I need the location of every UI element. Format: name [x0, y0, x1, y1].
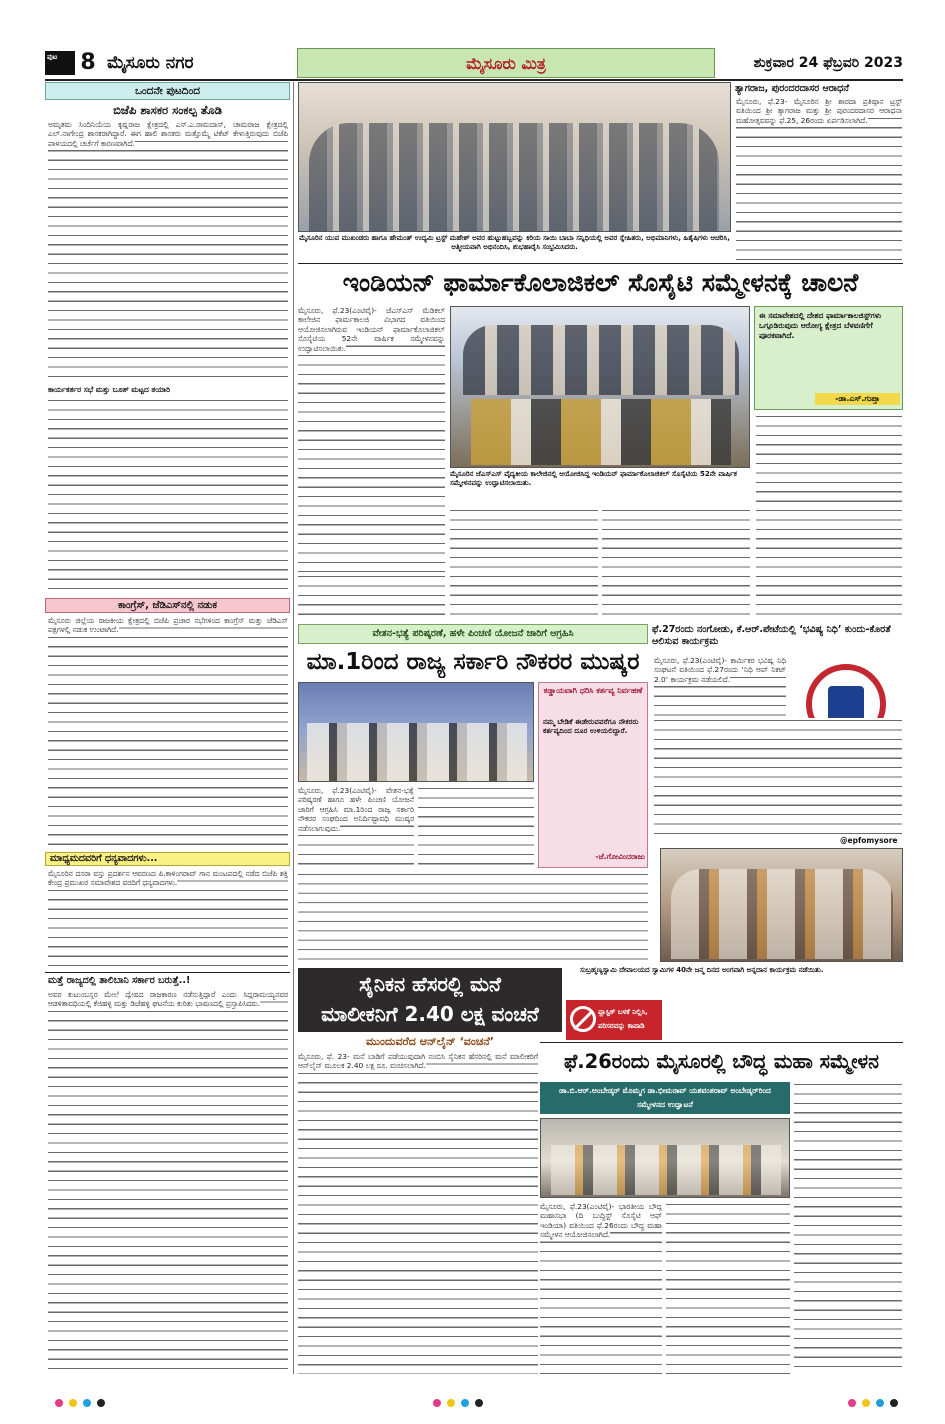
strike-press-photo [298, 682, 534, 782]
strike-box-author: -ಜೆ.ಗೋವಿಂದರಾಜು [595, 852, 645, 861]
pharma-photo-caption: ಮೈಸೂರಿನ ಜೆಎಸ್‌ಎಸ್ ವೈದ್ಯಕೀಯ ಕಾಲೇಜಿನಲ್ಲಿ ಆಯೋಜಿಸಿದ್ದ ಇಂಡಿಯನ್ ಫಾರ್ಮಾಕೊಲಾಜಿಕಲ್ ಸೊಸೈಟಿಯ 52ನೇ ವಾರ್ಷಿಕ ಸಮ್ಮೇಳನವನ್ನು ಉದ್ಘಾಟಿಸಲಾಯಿತು. [450, 470, 737, 487]
registration-marks-left [52, 1392, 172, 1402]
taliban-body: ಅವರ ಕುಟುಂಬಸ್ಥರ ಮೇಲೆ ದ್ವೇಷದ ರಾಜಕಾರಣ ನಡೆಸುತ್ತಿದ್ದಾರೆ ಎಂದು ಸಿದ್ದರಾಮಯ್ಯನವರ ಆಡಳಿತಾವಧಿಯಲ್ಲಿ ಕೆಜಿಹಳ್ಳಿ ಮತ್ತು ಡಿಜೆಹಳ್ಳಿ ಘಟನೆಯ ಕುರಿತು ಭಾಷಣದಲ್ಲಿ ಪ್ರಸ್ತಾಪಿಸಿದರು. [48, 990, 288, 1372]
strike-body-3 [298, 872, 648, 964]
pharma-body-5 [756, 414, 902, 618]
page-label-box: ಪುಟ [45, 51, 75, 75]
pharma-body-4 [298, 574, 445, 618]
bjp-subhead: ಕಾರ್ಯಕರ್ತರ ಸಭೆ ಮತ್ತು ಬೂತ್ ಮಟ್ಟದ ತಯಾರಿ [48, 385, 171, 394]
media-body: ಮೈಸೂರಿನ ದಸರಾ ವಸ್ತು ಪ್ರದರ್ಶನ ಆವರಣದ ಪಿ.ಕಾಳಿಂಗರಾವ್ ಗಾನ ಮಂಟಪದಲ್ಲಿ ನಡೆದ ಬಿಜೆಪಿ ಶಕ್ತಿ ಕೇಂದ್ರ ಪ್ರಮುಖರ ಸಮಾವೇಶದ ವರದಿಗೆ ಧನ್ಯವಾದಗಳು. [48, 869, 288, 969]
media-header: ಮಾಧ್ಯಮದವರಿಗೆ ಧನ್ಯವಾದಗಳು... [45, 852, 290, 866]
congress-header: ಕಾಂಗ್ರೆಸ್, ಜೆಡಿಎಸ್‌ನಲ್ಲಿ ನಡುಕ [45, 598, 290, 613]
plastic-awareness-box: ಪ್ಲಾಸ್ಟಿಕ್ ಬಳಕೆ ನಿಲ್ಲಿಸಿ, ಪರಿಸರವನ್ನು ಕಾಪಾಡಿ [566, 1000, 662, 1040]
masthead [45, 48, 903, 78]
temple-photo-caption: ಸುಬ್ರಹ್ಮಣ್ಯಸ್ವಾಮಿ ದೇವಾಲಯದ ಸ್ವಾಮಿಗಳ 40ನೇ ಜನ್ಮ ದಿನದ ಅಂಗವಾಗಿ ಅನ್ನದಾನ ಕಾರ್ಯಕ್ರಮ ನಡೆಯಿತು. [580, 966, 824, 974]
birthday-photo-caption: ಮೈಸೂರಿನ ಯುವ ಮುಖಂಡರು ಹಾಗೂ ಹೇಮಂತ್ ಉದ್ಯಮಿ ಟ್ರಸ್ಟ್ ಮಹೇಶ್ ಅವರ ಹುಟ್ಟುಹಬ್ಬವನ್ನು ಕಿರಿಯ ಸಾಯಿ ಬಾಬಾ ಸನ್ನಿಧಿಯಲ್ಲಿ ಅವರ ಸ್ನೇಹಿತರು, ಅಭಿಮಾನಿಗಳು, ಹಿತೈಷಿಗಳು ಆಚರಿಸಿ, ಆತ್ಮೀಯವಾಗಿ ಅಭಿನಂದಿಸಿ, ಶುಭಹಾರೈಸಿ ಸಂಭ್ರಮಿಸಿದರು. [299, 234, 730, 251]
taliban-headline: ಮತ್ತೆ ರಾಜ್ಯದಲ್ಲಿ ತಾಲಿಬಾನಿ ಸರ್ಕಾರ ಬರುತ್ತೆ..! [48, 975, 191, 986]
buddha-headline: ಫೆ.26ರಂದು ಮೈಸೂರಲ್ಲಿ ಬೌದ್ಧ ಮಹಾ ಸಮ್ಮೇಳನ [563, 1050, 879, 1073]
buddha-body-2 [666, 1202, 790, 1374]
paper-name: ಮೈಸೂರು ಮಿತ್ರ [466, 54, 546, 73]
pharma-headline: ಇಂಡಿಯನ್ ಫಾರ್ಮಾಕೊಲಾಜಿಕಲ್ ಸೊಸೈಟಿ ಸಮ್ಮೇಳನಕ್ಕೆ ಚಾಲನೆ [342, 268, 859, 297]
registration-marks-center [430, 1392, 550, 1402]
pf-headline: ಫೆ.27ರಂದು ನಂಗೋಡು, ಕೆ.ಆರ್.ಪೇಟೆಯಲ್ಲಿ ‘ಭವಿಷ್ಯ ನಿಧಿ’ ಕುಂದು-ಕೊರತೆ ಆಲಿಸುವ ಕಾರ್ಯಕ್ರಮ [652, 624, 891, 647]
pharma-quote-box [754, 306, 903, 410]
pharma-body-2 [450, 508, 598, 618]
strike-body-2 [418, 786, 534, 868]
strike-headline: ಮಾ.1ರಿಂದ ರಾಜ್ಯ ಸರ್ಕಾರಿ ನೌಕರರ ಮುಷ್ಕರ [306, 649, 640, 675]
strike-body: ಮೈಸೂರು, ಫೆ.23(ಎಂಟಿವೈ)- ವೇತನ-ಭತ್ಯೆ ಪರಿಷ್ಕರಣೆ ಹಾಗೂ ಹಳೇ ಪಿಂಚಣಿ ಯೋಜನೆ ಜಾರಿಗೆ ಆಗ್ರಹಿಸಿ ಮಾ.1ರಿಂದ ರಾಜ್ಯ ಸರ್ಕಾರಿ ನೌಕರರ ಸಂಘದಿಂದ ಅನಿರ್ದಿಷ್ಟಾವಧಿ ಮುಷ್ಕರ ನಡೆಸಲಾಗುವುದು. [298, 786, 414, 868]
people-serving [671, 869, 893, 959]
section-name: ಮೈಸೂರು ನಗರ [107, 53, 194, 73]
epfo-handle: @epfomysore [840, 836, 898, 845]
pharma-quote-author: -ಡಾ.ಎಸ್.ಗುಪ್ತಾ [815, 393, 900, 405]
paper-name-banner [297, 48, 715, 78]
no-plastic-icon [570, 1006, 596, 1032]
pharma-body-3 [602, 508, 750, 618]
bjp-body-2 [48, 398, 288, 594]
birthday-group-photo [298, 82, 731, 232]
soldier-headline-box: ಸೈನಿಕನ ಹೆಸರಲ್ಲಿ ಮನೆ ಮಾಲೀಕನಿಗೆ 2.40 ಲಕ್ಷ ವಂಚನೆ [298, 968, 562, 1032]
pharma-body: ಮೈಸೂರು, ಫೆ.23(ಎಂಟಿವೈ)- ಜೆಎಸ್‌ಎಸ್ ಮೆಡಿಕಲ್ ಕಾಲೇಜಿನ ಫಾರ್ಮಕಾಲಜಿ ವಿಭಾಗದ ವತಿಯಿಂದ ಆಯೋಜಿಸಲಾಗಿರುವ ಇಂಡಿಯನ್ ಫಾರ್ಮಾಕೊಲಾಜಿಕಲ್ ಸೊಸೈಟಿಯ 52ನೇ ವಾರ್ಷಿಕ ಸಮ್ಮೇಳನವನ್ನು ಉದ್ಘಾಟಿಸಲಾಯಿತು. [298, 306, 445, 572]
strike-box-body: ನಮ್ಮ ಬೇಡಿಕೆ ಈಡೇರುವವರೆಗೂ ನೌಕರರು ಕರ್ತವ್ಯದಿಂದ ದೂರ ಉಳಿಯಲಿದ್ದಾರೆ. [543, 717, 639, 736]
pharma-conference-photo [450, 306, 750, 468]
buddha-tagline-bar: ಡಾ.ಬಿ.ಆರ್.ಅಂಬೇಡ್ಕರ್ ಮೊಮ್ಮಗ ಡಾ.ಭೀಮರಾವ್ ಯಶವಂತರಾವ್ ಅಂಬೇಡ್ಕರ್‌ರಿಂದ ಸಮ್ಮೇಳನದ ಉದ್ಘಾಟನೆ [540, 1082, 790, 1114]
press-meet-row [307, 723, 527, 781]
page-number: 8 [80, 50, 96, 75]
first-page-kicker: ಒಂದನೇ ಪುಟದಿಂದ [45, 82, 290, 100]
buddha-body-3 [794, 1082, 902, 1374]
strike-box-title: ಕಡ್ಡಾಯವಾಗಿ ಧರಿಸಿ ಕರ್ತವ್ಯ ನಿರ್ವಹಣೆ [543, 686, 643, 695]
crowd-shape [309, 123, 719, 231]
press-table-row [551, 1145, 781, 1195]
dignitaries-standing [463, 325, 739, 395]
column-divider-left [293, 82, 294, 1374]
soldier-kicker: ಮುಂದುವರೆದ ಆನ್‌ಲೈನ್ ‘ವಂಚನೆ’ [366, 1035, 494, 1048]
buddha-press-photo [540, 1118, 790, 1198]
congress-body: ಮೈಸೂರು ಜಿಲ್ಲೆಯ ರಾಜಕೀಯ ಕ್ಷೇತ್ರದಲ್ಲಿ ಬಿಜೆಪಿ ಪ್ರಚಾರ ಸಭೆಗಳಿಂದ ಕಾಂಗ್ರೆಸ್ ಮತ್ತು ಜೆಡಿಎಸ್ ಪಕ್ಷಗಳಲ್ಲಿ ನಡುಕ ಉಂಟಾಗಿದೆ. [48, 616, 288, 850]
divider [45, 972, 290, 973]
strike-info-box [538, 682, 648, 868]
pf-body-2 [654, 718, 902, 836]
bjp-body: ಅಮೃತಮ ಸಿಂದಿನಿಯೆಯ ಕೃಷ್ಣರಾಜ ಕ್ಷೇತ್ರದಲ್ಲಿ ಎಸ್.ಎ.ರಾಮದಾಸ್, ಚಾಮರಾಜ ಕ್ಷೇತ್ರದಲ್ಲಿ ಎಲ್.ನಾಗೇಂದ್ರ ಶಾಸಕರಾಗಿದ್ದಾರೆ. ಈಗ ಹಾಲಿ ಶಾಸಕರು ಮತ್ತೊಮ್ಮೆ ಟಿಕೆಟ್ ಕೇಳುತ್ತಿರುವುದು ಬಿಜೆಪಿ ಪಾಳಯದಲ್ಲಿ ಚರ್ಚೆಗೆ ಕಾರಣವಾಗಿದೆ. [48, 120, 288, 382]
masthead-rule [45, 79, 903, 81]
pf-body: ಮೈಸೂರು, ಫೆ.23(ಎಂಟಿವೈ)- ಕಾರ್ಮಿಕರ ಭವಿಷ್ಯ ನಿಧಿ ಸಂಘಟನೆ ವತಿಯಿಂದ ಫೆ.27ರಂದು ‘ನಿಧಿ ಆಪ್ ನಿಕಟ್ 2.0’ ಕಾರ್ಯಕ್ರಮ ನಡೆಯಲಿದೆ. [654, 656, 786, 716]
bjp-headline: ಬಿಜೆಪಿ ಶಾಸಕರ ಸಂಕಲ್ಪ ತೊಡಿ [113, 103, 222, 117]
registration-marks-right [845, 1392, 905, 1402]
strike-kicker-bar: ವೇತನ-ಭತ್ಯೆ ಪರಿಷ್ಕರಣೆ, ಹಳೇ ಪಿಂಚಣಿ ಯೋಜನೆ ಜಾರಿಗೆ ಆಗ್ರಹಿಸಿ [298, 624, 648, 644]
temple-annadana-photo [660, 848, 903, 962]
thyagaraja-body: ಮೈಸೂರು, ಫೆ.23- ಮೈಸೂರಿನ ಶ್ರೀ ಶಾರದಾ ಪ್ರತಿಷ್ಠಾನ ಟ್ರಸ್ಟ್ ವತಿಯಿಂದ ಶ್ರೀ ತ್ಯಾಗರಾಜ ಮತ್ತು ಶ್ರೀ ಪುರಂದರದಾಸರ ಆರಾಧನಾ ಮಹೋತ್ಸವವನ್ನು ಫೆ.25, 26ರಂದು ಏರ್ಪಡಿಸಲಾಗಿದೆ. [736, 97, 902, 261]
buddha-body: ಮೈಸೂರು, ಫೆ.23(ಎಂಟಿವೈ)- ಭಾರತೀಯ ಬೌದ್ಧ ಮಹಾಸಭಾ (ದಿ ಬುದ್ಧಿಸ್ಟ್ ಸೊಸೈಟಿ ಆಫ್ ಇಂಡಿಯಾ) ವತಿಯಿಂದ ಫೆ.26ರಂದು ಬೌದ್ಧ ಮಹಾ ಸಮ್ಮೇಳನ ಆಯೋಜಿಸಲಾಗಿದೆ. [540, 1202, 662, 1374]
issue-date: ಶುಕ್ರವಾರ 24 ಫೆಬ್ರವರಿ 2023 [753, 55, 903, 71]
thyagaraja-headline: ತ್ಯಾಗರಾಜ, ಪುರಂದರದಾಸರ ಆರಾಧನೆ [735, 83, 849, 94]
pharma-quote: ಈ ಸಮಾವೇಶದಲ್ಲಿ ದೇಶದ ಫಾರ್ಮಾಕಾಲಜಿಸ್ಟ್‌ಗಳು ಒಗ್ಗೂಡಿರುವುದು ಆರೋಗ್ಯ ಕ್ಷೇತ್ರದ ಬೆಳವಣಿಗೆಗೆ ಪೂರಕವಾಗಿದೆ. [759, 311, 882, 340]
soldier-body: ಮೈಸೂರು, ಫೆ. 23- ಮನೆ ಬಾಡಿಗೆ ಪಡೆಯುವುದಾಗಿ ನಂಬಿಸಿ ಸೈನಿಕನ ಹೆಸರಿನಲ್ಲಿ ಮನೆ ಮಾಲೀಕರಿಗೆ ಆನ್‌ಲೈನ್ ಮೂಲಕ 2.40 ಲಕ್ಷ ರೂ. ವಂಚಿಸಲಾಗಿದೆ. [298, 1052, 538, 1374]
divider [540, 1042, 903, 1043]
dignitaries-seated [471, 399, 731, 465]
